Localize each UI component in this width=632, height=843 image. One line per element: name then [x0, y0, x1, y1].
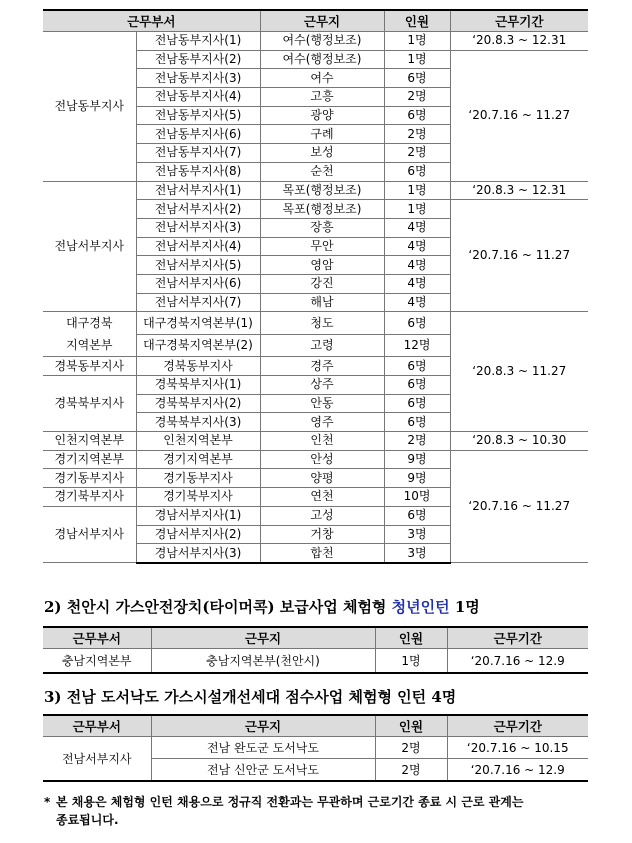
- office-cell: 전남서부지사(3): [136, 218, 260, 237]
- dept-cell: 전남서부지사: [43, 737, 151, 782]
- site-cell: 광양: [260, 106, 384, 125]
- site-cell: 목포(행정보조): [260, 181, 384, 200]
- count-cell: 4명: [384, 293, 450, 312]
- office-cell: 전남동부지사(2): [136, 50, 260, 69]
- period-cell: ‘20.7.16 ~ 11.27: [450, 50, 588, 181]
- header-site: 근무지: [151, 627, 375, 649]
- section2-title-pre: 2) 천안시 가스안전장치(타이머콕) 보급사업 체험형: [44, 598, 392, 616]
- section2-title-highlight: 청년인턴: [391, 598, 450, 616]
- office-cell: 인천지역본부: [136, 432, 260, 451]
- count-cell: 1명: [384, 181, 450, 200]
- office-cell: 경남서부지사(1): [136, 506, 260, 525]
- count-cell: 1명: [375, 649, 447, 674]
- internship-positions-table: [43, 9, 588, 564]
- dept-cell: 경기지역본부: [43, 450, 136, 469]
- office-cell: 전남동부지사(6): [136, 125, 260, 144]
- site-cell: 고령: [260, 334, 384, 357]
- site-cell: 여수(행정보조): [260, 32, 384, 51]
- table-row: [43, 432, 588, 451]
- office-cell: 대구경북지역본부(1): [136, 312, 260, 335]
- table-row: [43, 649, 588, 674]
- table-row: [43, 450, 588, 469]
- table-header-row: [43, 715, 588, 737]
- count-cell: 2명: [384, 432, 450, 451]
- header-count: 인원: [375, 715, 447, 737]
- office-cell: 전남동부지사(4): [136, 88, 260, 107]
- table-header-row: [43, 10, 588, 32]
- dept-line: 지역본부: [66, 338, 113, 353]
- table-row: [43, 312, 588, 335]
- office-cell: 경북북부지사(1): [136, 376, 260, 395]
- header-dept: 근무부서: [43, 627, 151, 649]
- office-cell: 경남서부지사(2): [136, 525, 260, 544]
- header-dept: 근무부서: [43, 715, 151, 737]
- dept-cell: 전남서부지사: [43, 181, 136, 312]
- header-site: 근무지: [151, 715, 375, 737]
- site-cell: 전남 완도군 도서낙도: [151, 737, 375, 759]
- section2-title: [44, 596, 480, 617]
- count-cell: 1명: [384, 50, 450, 69]
- office-cell: 전남동부지사(3): [136, 69, 260, 88]
- site-cell: 여수: [260, 69, 384, 88]
- count-cell: 6명: [384, 162, 450, 181]
- office-cell: 대구경북지역본부(2): [136, 334, 260, 357]
- site-cell: 상주: [260, 376, 384, 395]
- header-period: 근무기간: [447, 627, 588, 649]
- site-cell: 합천: [260, 544, 384, 563]
- period-cell: ‘20.8.3 ~ 10.30: [450, 432, 588, 451]
- dept-cell: 경북동부지사: [43, 357, 136, 376]
- dept-cell: 경기북부지사: [43, 488, 136, 507]
- office-cell: 전남서부지사(7): [136, 293, 260, 312]
- cheonan-internship-table: [43, 626, 588, 674]
- office-cell: 전남서부지사(1): [136, 181, 260, 200]
- site-cell: 인천: [260, 432, 384, 451]
- header-period: 근무기간: [447, 715, 588, 737]
- period-cell: ‘20.8.3 ~ 12.31: [450, 32, 588, 51]
- header-dept: 근무부서: [43, 10, 260, 32]
- count-cell: 4명: [384, 274, 450, 293]
- table-row: [43, 737, 588, 759]
- office-cell: 경북북부지사(3): [136, 413, 260, 432]
- site-cell: 안성: [260, 450, 384, 469]
- office-cell: 전남서부지사(2): [136, 200, 260, 219]
- site-cell: 강진: [260, 274, 384, 293]
- dept-cell: 인천지역본부: [43, 432, 136, 451]
- site-cell: 무안: [260, 237, 384, 256]
- office-cell: 경기지역본부: [136, 450, 260, 469]
- site-cell: 목포(행정보조): [260, 200, 384, 219]
- dept-cell: 경기동부지사: [43, 469, 136, 488]
- site-cell: 순천: [260, 162, 384, 181]
- site-cell: 해남: [260, 293, 384, 312]
- dept-line: 대구경북: [66, 316, 113, 331]
- header-count: 인원: [375, 627, 447, 649]
- site-cell: 안동: [260, 394, 384, 413]
- table-row: [43, 181, 588, 200]
- count-cell: 9명: [384, 450, 450, 469]
- footnote: [44, 793, 584, 829]
- count-cell: 6명: [384, 394, 450, 413]
- period-cell: ‘20.8.3 ~ 12.31: [450, 181, 588, 200]
- office-cell: 경남서부지사(3): [136, 544, 260, 563]
- count-cell: 6명: [384, 106, 450, 125]
- period-cell: ‘20.7.16 ~ 10.15: [447, 737, 588, 759]
- count-cell: 6명: [384, 376, 450, 395]
- site-cell: 경주: [260, 357, 384, 376]
- header-count: 인원: [384, 10, 450, 32]
- count-cell: 4명: [384, 237, 450, 256]
- office-cell: 전남동부지사(1): [136, 32, 260, 51]
- count-cell: 3명: [384, 544, 450, 563]
- site-cell: 전남 신안군 도서낙도: [151, 759, 375, 782]
- site-cell: 거창: [260, 525, 384, 544]
- site-cell: 양평: [260, 469, 384, 488]
- office-cell: 전남서부지사(6): [136, 274, 260, 293]
- count-cell: 4명: [384, 218, 450, 237]
- dept-cell: 전남동부지사: [43, 32, 136, 182]
- dept-cell: 충남지역본부: [43, 649, 151, 674]
- count-cell: 6명: [384, 312, 450, 335]
- office-cell: 전남동부지사(7): [136, 144, 260, 163]
- count-cell: 6명: [384, 357, 450, 376]
- site-cell: 보성: [260, 144, 384, 163]
- office-cell: 전남서부지사(5): [136, 256, 260, 275]
- footnote-line1: 본 채용은 체험형 인턴 채용으로 정규직 전환과는 무관하며 근로기간 종료 시 근로 관계는: [56, 795, 524, 809]
- count-cell: 10명: [384, 488, 450, 507]
- office-cell: 경기동부지사: [136, 469, 260, 488]
- period-cell: ‘20.7.16 ~ 11.27: [450, 450, 588, 563]
- table-row: [43, 32, 588, 51]
- table-header-row: [43, 627, 588, 649]
- header-period: 근무기간: [450, 10, 588, 32]
- office-cell: 전남서부지사(4): [136, 237, 260, 256]
- count-cell: 2명: [384, 144, 450, 163]
- site-cell: 장흥: [260, 218, 384, 237]
- site-cell: 여수(행정보조): [260, 50, 384, 69]
- office-cell: 전남동부지사(5): [136, 106, 260, 125]
- count-cell: 2명: [375, 737, 447, 759]
- footnote-mark: *: [44, 795, 51, 809]
- count-cell: 9명: [384, 469, 450, 488]
- count-cell: 6명: [384, 69, 450, 88]
- site-cell: 청도: [260, 312, 384, 335]
- count-cell: 3명: [384, 525, 450, 544]
- period-cell: ‘20.7.16 ~ 12.9: [447, 649, 588, 674]
- period-cell: ‘20.8.3 ~ 11.27: [450, 312, 588, 432]
- site-cell: 구례: [260, 125, 384, 144]
- count-cell: 2명: [384, 88, 450, 107]
- count-cell: 1명: [384, 200, 450, 219]
- dept-cell: 경남서부지사: [43, 506, 136, 563]
- site-cell: 고성: [260, 506, 384, 525]
- count-cell: 2명: [375, 759, 447, 782]
- count-cell: 2명: [384, 125, 450, 144]
- dept-cell: 경북북부지사: [43, 376, 136, 432]
- office-cell: 전남동부지사(8): [136, 162, 260, 181]
- footnote-line2: 종료됩니다.: [56, 813, 119, 827]
- office-cell: 경북동부지사: [136, 357, 260, 376]
- period-cell: ‘20.7.16 ~ 12.9: [447, 759, 588, 782]
- count-cell: 12명: [384, 334, 450, 357]
- section2-title-post: 1명: [449, 598, 480, 616]
- period-cell: ‘20.7.16 ~ 11.27: [450, 200, 588, 312]
- count-cell: 4명: [384, 256, 450, 275]
- header-site: 근무지: [260, 10, 384, 32]
- site-cell: 고흥: [260, 88, 384, 107]
- site-cell: 영주: [260, 413, 384, 432]
- site-cell: 충남지역본부(천안시): [151, 649, 375, 674]
- island-internship-table: [43, 714, 588, 782]
- count-cell: 1명: [384, 32, 450, 51]
- section3-title: 3) 전남 도서낙도 가스시설개선세대 점수사업 체험형 인턴 4명: [44, 688, 457, 706]
- site-cell: 연천: [260, 488, 384, 507]
- office-cell: 경기북부지사: [136, 488, 260, 507]
- site-cell: 영암: [260, 256, 384, 275]
- dept-cell: [43, 312, 136, 357]
- count-cell: 6명: [384, 506, 450, 525]
- count-cell: 6명: [384, 413, 450, 432]
- office-cell: 경북북부지사(2): [136, 394, 260, 413]
